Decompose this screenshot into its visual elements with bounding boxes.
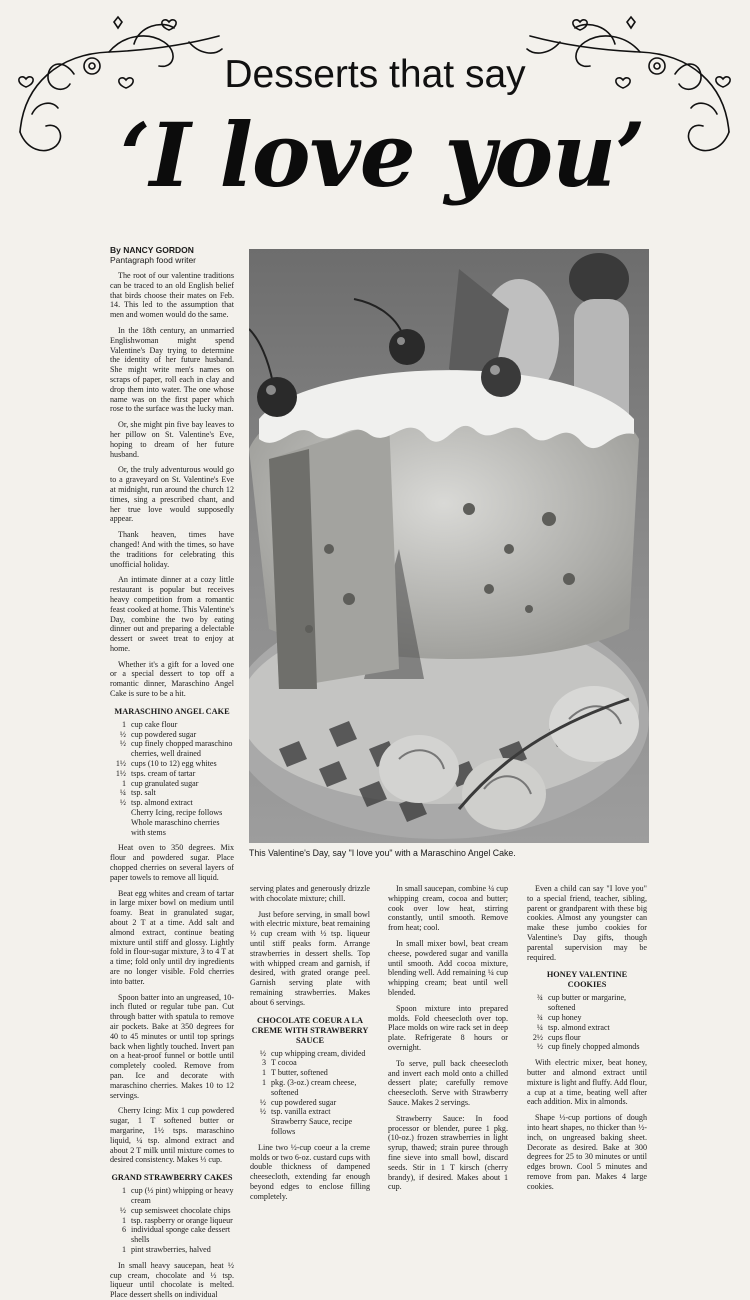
ingredient-item: 1½ tsps. cream of tartar	[115, 768, 196, 778]
column-2	[250, 884, 370, 1202]
recipe-step: Just before serving, in small bowl with electric mixture, beat remaining ½ cup cream with ½ tsp. liqueur until stiff peaks form. Arrange strawberries in dessert shells. Top with whipped cream and garnish, if desired, with grated orange peel. Garnish serving plate with remaining strawberries. Makes about 6 servings.	[250, 909, 370, 1007]
ingredient-item: 1½ cups (10 to 12) egg whites	[115, 759, 217, 769]
recipe-step: Cherry Icing: Mix 1 cup powdered sugar, 1 T softened butter or margarine, 1½ tsps. maraschino liquid, ¼ tsp. almond extract and about 2 T milk until mixture comes to desired consistency. Makes ⅓ cup.	[110, 1106, 234, 1165]
ingredient-item: ½ cup semisweet chocolate chips	[119, 1205, 231, 1215]
ingredient-item: 3 T cocoa	[261, 1058, 297, 1068]
ingredient-item: ¼ tsp. salt	[119, 788, 156, 798]
ingredient-list-coeur-a-la-creme	[250, 1049, 370, 1137]
recipe-step: Line two ½-cup coeur a la creme molds or two 6-oz. custard cups with double thickness of dampened cheesecloth, extending far enough beyond edges to enclose filling completely.	[250, 1142, 370, 1201]
ingredient-item: 1 pkg. (3-oz.) cream cheese, softened	[261, 1077, 357, 1097]
column-4	[527, 884, 647, 1192]
ingredient-item: ¼ tsp. almond extract	[536, 1022, 610, 1032]
intro-paragraph: Whether it's a gift for a loved one or a special dessert to top off a romantic dinner, Maraschino Angel Cake is sure to be a hit.	[110, 659, 234, 699]
ingredient-item: Strawberry Sauce, recipe follows	[271, 1117, 353, 1136]
ingredient-item: Cherry Icing, recipe follows	[131, 808, 223, 818]
intro-paragraph: The root of our valentine traditions can be traced to an old English belief that birds choose their mates on Feb. 14. This led to the assumption that men and women would do the same.	[110, 271, 234, 320]
recipe-step: In small heavy saucepan, heat ½ cup cream, chocolate and ½ tsp. liqueur until chocolate is melted. Place dessert shells on individual	[110, 1260, 234, 1300]
intro-paragraph: Or, she might pin five bay leaves to her pillow on St. Valentine's Eve, hoping to dream of her future husband.	[110, 420, 234, 459]
column-3	[388, 884, 508, 1192]
recipe-step: serving plates and generously drizzle with chocolate mixture; chill.	[250, 884, 371, 903]
ingredient-item: ½ cup whipping cream, divided	[259, 1048, 366, 1058]
ingredient-item: Whole maraschino cherries with stems	[131, 817, 220, 837]
recipe-step: Beat egg whites and cream of tartar in large mixer bowl on medium until foamy. Beat in granulated sugar, about 2 T at a time. Add salt and almond extract, continue beating mixture until stiff and glossy. Lightly fold in flour-sugar mixture, 3 to 4 T at a time; fold only until dry ingredients are no longer visible. Fold cherries into batter.	[110, 888, 234, 986]
ingredient-item: ½ cup powdered sugar	[119, 729, 197, 739]
cake-photo	[249, 249, 649, 843]
ingredient-item: 1 T butter, softened	[261, 1068, 328, 1078]
ingredient-item: ½ tsp. vanilla extract	[259, 1107, 331, 1117]
recipe-step: Shape ⅓-cup portions of dough into heart shapes, no thicker than ½-inch, on ungreased baking sheet. Decorate as desired. Bake at 300 degrees for 25 to 30 minutes or until edges brown. Cool 5 minutes and remove from pan. Makes 4 large cookies.	[527, 1113, 647, 1191]
ingredient-item: 6 individual sponge cake dessert shells	[121, 1225, 231, 1245]
ingredient-item: 1 pint strawberries, halved	[121, 1244, 211, 1254]
recipe-step: Strawberry Sauce: In food processor or blender, puree 1 pkg. (10-oz.) frozen strawberries in light syrup, thawed; strain puree through fine sieve into small bowl, discard seeds. Stir in 1 T kirsch (cherry brandy), if desired. Makes about 1 cup.	[388, 1113, 508, 1192]
intro-paragraph: Or, the truly adventurous would go to a graveyard on St. Valentine's Eve at midnight, run around the church 12 times, sing a prescribed chant, and her true love would supposedly appear.	[110, 465, 234, 524]
intro-paragraph: In the 18th century, an unmarried Englishwoman might spend Valentine's Day trying to determine the identity of her future husband. She might write men's names on scraps of paper, roll each in clay and drop them into water. The one whose name was on the first paper which rose to the surface was the lucky man.	[110, 325, 234, 414]
recipe-title-angel-cake: MARASCHINO ANGEL CAKE	[114, 706, 230, 716]
headline-kicker: Desserts that say	[224, 53, 526, 96]
recipe-step: In small saucepan, combine ¼ cup whipping cream, cocoa and butter; cook over low heat, stirring constantly, until smooth. Remove from heat; cool.	[388, 884, 508, 933]
ingredient-item: ½ cup finely chopped maraschino cherries, well drained	[119, 739, 233, 759]
honey-cookies-intro: Even a child can say "I love you" to a special friend, teacher, sibling, parent or grandparent with these big cookies. Almost any youngster can make these jumbo cookies for Valentine's Day gifts, though parental supervision may be required.	[527, 884, 647, 962]
ingredient-item: 1 cup granulated sugar	[121, 778, 199, 788]
ingredient-item: ¾ cup butter or margarine, softened	[536, 993, 627, 1013]
ingredient-list-honey-cookies	[527, 993, 647, 1052]
ingredient-list-strawberry-cakes	[110, 1186, 234, 1255]
ingredient-item: 1 cup (½ pint) whipping or heavy cream	[121, 1186, 234, 1205]
recipe-title-honey-cookies: HONEY VALENTINE COOKIES	[546, 970, 628, 990]
ingredient-item: ½ tsp. almond extract	[119, 798, 193, 808]
recipe-step: Heat oven to 350 degrees. Mix flour and powdered sugar. Place chopped cherries on several layers of paper towels to remove all liquid.	[110, 843, 234, 882]
recipe-step: With electric mixer, beat honey, butter and almond extract until mixture is light and fluffy. Add flour, a cup at a time, beating well after each addition. Mix in almonds.	[527, 1058, 647, 1107]
ingredient-item: 1 tsp. raspberry or orange liqueur	[121, 1215, 233, 1225]
ingredient-item: 1 cup cake flour	[121, 719, 178, 729]
headline-main: ‘I love you’	[120, 103, 645, 207]
recipe-title-coeur-a-la-creme: CHOCOLATE COEUR A LA CREME WITH STRAWBERRY SAUCE	[251, 1015, 369, 1045]
photo-caption: This Valentine's Day, say "I love you" with a Maraschino Angel Cake.	[249, 848, 516, 858]
intro-paragraph: Thank heaven, times have changed! And with the times, so have the traditions for celebrating this unofficial holiday.	[110, 530, 234, 569]
recipe-step: Spoon batter into an ungreased, 10-inch fluted or regular tube pan. Cut through batter with spatula to remove air pockets. Bake at 350 degrees for 40 to 45 minutes or until top springs back when lightly touched. Invert pan on a heat-proof funnel or bottle until completely cooled. Remove from pan. Ice and decorate with maraschino cherries. Makes 10 to 12 servings.	[110, 992, 234, 1100]
recipe-step: Spoon mixture into prepared molds. Fold cheesecloth over top. Place molds on wire rack set in deep plate. Refrigerate 8 hours or overnight.	[388, 1003, 508, 1052]
ingredient-item: ½ cup powdered sugar	[259, 1097, 337, 1107]
recipe-title-strawberry-cakes: GRAND STRAWBERRY CAKES	[111, 1173, 233, 1183]
recipe-step: To serve, pull back cheesecloth and invert each mold onto a chilled dessert plate; carefully remove cheesecloth. Serve with Strawberry Sauce. Makes 2 servings.	[388, 1058, 508, 1107]
ingredient-item: ½ cup finely chopped almonds	[536, 1042, 640, 1052]
ingredient-item: 2½ cups flour	[532, 1032, 581, 1042]
recipe-step: In small mixer bowl, beat cream cheese, powdered sugar and vanilla until smooth. Add cocoa mixture, blending well. Add remaining ¼ cup whipping cream; beat until well blended.	[388, 938, 508, 997]
column-1	[110, 245, 234, 1300]
ingredient-item: ¾ cup honey	[536, 1012, 582, 1022]
byline-title: Pantagraph food writer	[110, 255, 196, 265]
byline-author: By NANCY GORDON	[110, 245, 194, 255]
ingredient-list-angel-cake	[110, 720, 234, 838]
intro-paragraph: An intimate dinner at a cozy little restaurant is popular but receives heavy competition from a romantic feast cooked at home. This Valentine's Day, combine the two by eating dinner out and preparing a delectable dessert or sweet treat to enjoy at home.	[110, 575, 234, 653]
